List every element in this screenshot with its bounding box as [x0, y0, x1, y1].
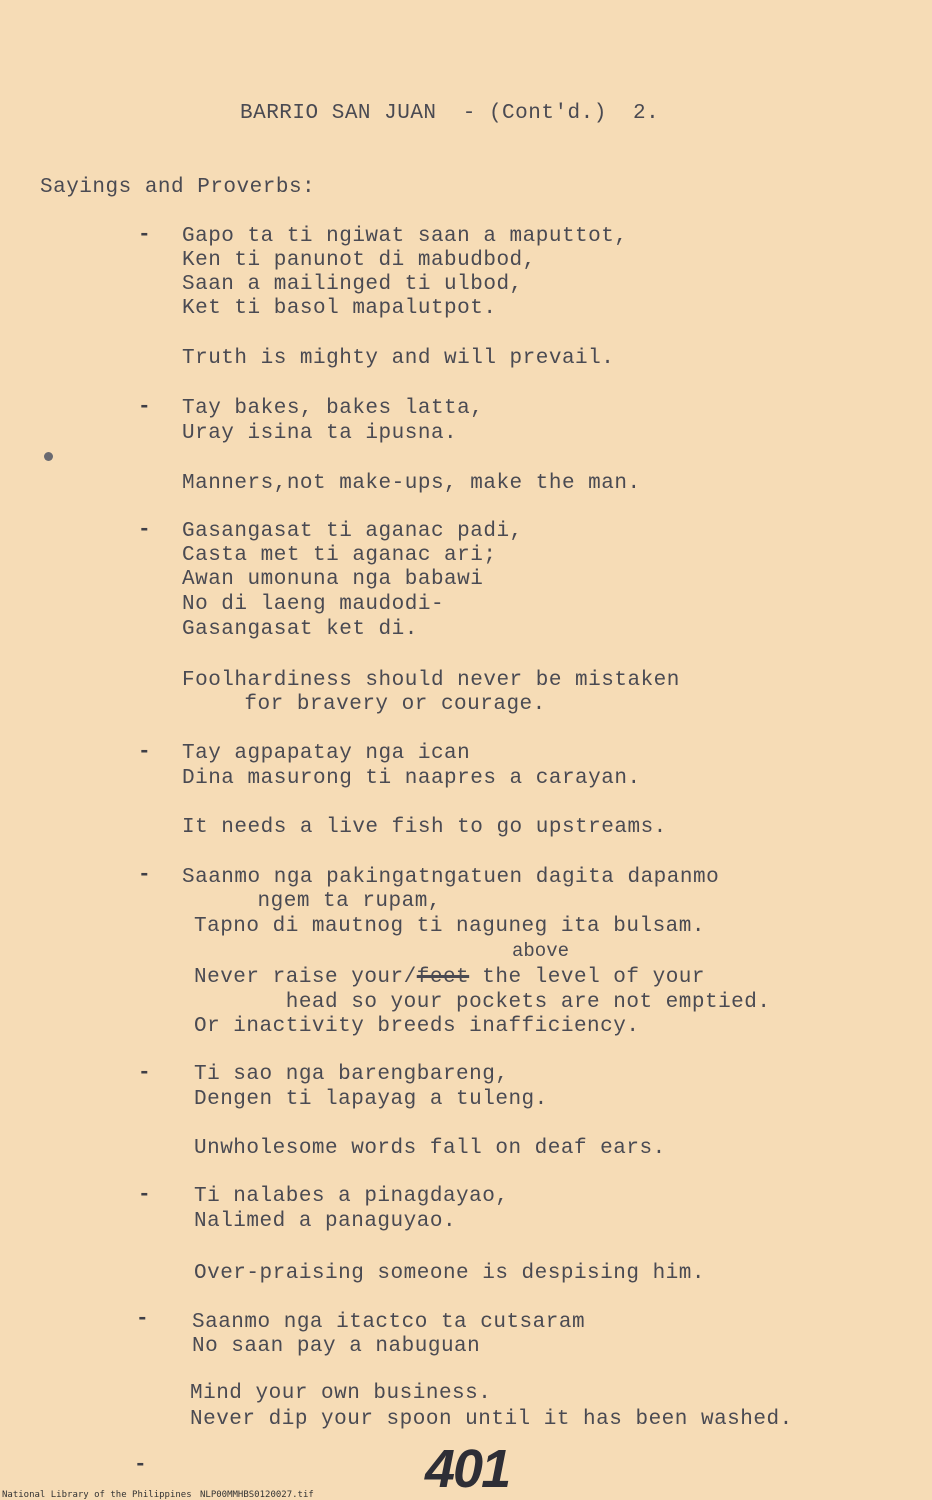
meaning-text: the level of your: [469, 966, 706, 989]
proverb-line: Tay bakes, bakes latta,: [182, 397, 484, 420]
page-header: BARRIO SAN JUAN - (Cont'd.) 2.: [240, 102, 660, 125]
proverb-meaning: for bravery or courage.: [192, 693, 546, 716]
bullet-dash: -: [138, 1062, 151, 1085]
ink-spot: [44, 452, 53, 461]
proverb-line: ngem ta rupam,: [192, 890, 441, 913]
bullet-dash: -: [138, 396, 151, 419]
proverb-line: Ket ti basol mapalutpot.: [182, 297, 497, 320]
bullet-dash: -: [138, 741, 151, 764]
proverb-line: Saanmo nga itactco ta cutsaram: [192, 1311, 586, 1334]
proverb-line: Ken ti panunot di mabudbod,: [182, 249, 536, 272]
bullet-dash: -: [134, 1454, 147, 1477]
bullet-dash: -: [138, 1184, 151, 1207]
proverb-line: Saan a mailinged ti ulbod,: [182, 273, 523, 296]
proverb-line: Casta met ti aganac ari;: [182, 544, 497, 567]
bullet-dash: -: [138, 519, 151, 542]
proverb-line: Nalimed a panaguyao.: [194, 1210, 457, 1233]
proverb-meaning: Truth is mighty and will prevail.: [182, 347, 615, 370]
section-title: Sayings and Proverbs:: [40, 176, 316, 199]
proverb-meaning: Mind your own business.: [190, 1382, 492, 1405]
proverb-line: Gasangasat ti aganac padi,: [182, 520, 523, 543]
footer-filename: NLP00MMHBS0120027.tif: [200, 1490, 314, 1500]
proverb-meaning: It needs a live fish to go upstreams.: [182, 816, 667, 839]
proverb-line: Awan umonuna nga babawi: [182, 568, 484, 591]
meaning-text: Never raise your/: [194, 966, 417, 989]
proverb-line: Ti nalabes a pinagdayao,: [194, 1185, 509, 1208]
proverb-meaning: Never dip your spoon until it has been washed.: [190, 1408, 793, 1431]
typed-insertion: above: [512, 940, 570, 962]
proverb-meaning: [194, 966, 705, 990]
proverb-line: Gapo ta ti ngiwat saan a maputtot,: [182, 225, 628, 248]
proverb-meaning: Unwholesome words fall on deaf ears.: [194, 1137, 666, 1160]
proverb-line: Tay agpapatay nga ican: [182, 742, 471, 765]
proverb-line: No di laeng maudodi-: [182, 593, 445, 616]
proverb-meaning: Over-praising someone is despising him.: [194, 1262, 705, 1285]
proverb-line: Ti sao nga barengbareng,: [194, 1063, 509, 1086]
bullet-dash: -: [138, 864, 151, 887]
bullet-dash: -: [136, 1308, 149, 1331]
bullet-dash: -: [138, 224, 151, 247]
proverb-meaning: Manners,not make-ups, make the man.: [182, 472, 641, 495]
proverb-meaning: Or inactivity breeds inafficiency.: [194, 1015, 640, 1038]
proverb-meaning: Foolhardiness should never be mistaken: [182, 669, 680, 692]
page-number: 401: [425, 1439, 510, 1499]
proverb-line: Saanmo nga pakingatngatuen dagita dapanmo: [182, 866, 720, 889]
struck-word: feet: [416, 966, 470, 989]
proverb-line: Gasangasat ket di.: [182, 618, 418, 641]
proverb-line: No saan pay a nabuguan: [192, 1335, 481, 1358]
proverb-line: Uray isina ta ipusna.: [182, 422, 458, 445]
proverb-line: Tapno di mautnog ti naguneg ita bulsam.: [194, 915, 705, 938]
proverb-meaning: head so your pockets are not emptied.: [194, 991, 771, 1014]
proverb-line: Dengen ti lapayag a tuleng.: [194, 1088, 548, 1111]
footer-institution: National Library of the Philippines: [2, 1490, 192, 1500]
proverb-line: Dina masurong ti naapres a carayan.: [182, 767, 641, 790]
